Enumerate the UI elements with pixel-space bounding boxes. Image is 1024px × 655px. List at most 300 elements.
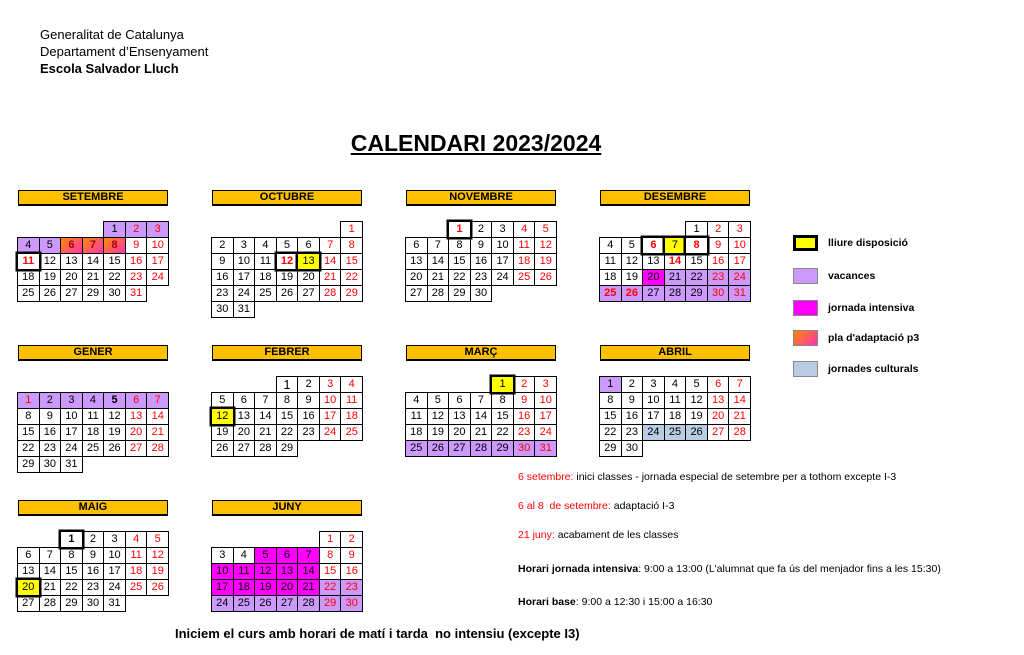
day-cell: 10	[234, 254, 255, 269]
org-header	[40, 26, 208, 77]
day-cell: 13	[234, 409, 255, 424]
day-cell: 27	[406, 286, 427, 301]
day-cell: 8	[277, 393, 298, 408]
day-cell: 11	[600, 254, 621, 269]
day-cell: 29	[341, 286, 362, 301]
day-cell: 28	[298, 596, 319, 611]
day-cell: 18	[600, 270, 621, 285]
day-cell: 10	[492, 238, 513, 253]
day-cell: 31	[234, 302, 255, 317]
day-cell: 3	[492, 222, 513, 237]
day-cell: 19	[104, 425, 125, 440]
month-header: NOVEMBRE	[406, 190, 556, 206]
day-cell: 24	[729, 270, 750, 285]
legend-swatch	[793, 330, 818, 346]
day-cell: 21	[729, 409, 750, 424]
day-cell: 16	[298, 409, 319, 424]
day-cell: 9	[83, 548, 104, 563]
day-cell: 26	[212, 441, 233, 456]
day-cell: 6	[406, 238, 427, 253]
day-cell: 8	[104, 238, 125, 253]
month-grid	[212, 377, 362, 456]
day-cell: 20	[449, 425, 470, 440]
month-grid	[212, 222, 362, 317]
day-cell: 4	[665, 377, 686, 392]
org-name: Generalitat de Catalunya	[40, 27, 184, 42]
day-cell: 12	[428, 409, 449, 424]
day-cell: 9	[40, 409, 61, 424]
day-cell: 28	[255, 441, 276, 456]
day-cell: 9	[298, 393, 319, 408]
note-lead: 6 setembre:	[518, 471, 574, 483]
legend-item-jornada-intensiva	[793, 300, 993, 316]
day-cell: 13	[406, 254, 427, 269]
day-cell: 2	[40, 393, 61, 408]
day-cell: 25	[126, 580, 147, 595]
day-cell: 5	[40, 238, 61, 253]
day-cell: 23	[298, 425, 319, 440]
day-cell: 24	[212, 596, 233, 611]
day-cell: 11	[665, 393, 686, 408]
footer-note: Iniciem el curs amb horari de matí i tarda no intensiu (excepte I3)	[175, 626, 580, 641]
day-cell: 20	[406, 270, 427, 285]
day-cell: 16	[622, 409, 643, 424]
day-cell: 14	[471, 409, 492, 424]
day-cell: 2	[708, 222, 729, 237]
day-cell: 23	[40, 441, 61, 456]
day-cell: 20	[126, 425, 147, 440]
day-cell: 11	[514, 238, 535, 253]
day-cell: 14	[428, 254, 449, 269]
day-cell: 28	[320, 286, 341, 301]
day-cell: 7	[40, 548, 61, 563]
day-cell: 18	[126, 564, 147, 579]
day-cell: 16	[341, 564, 362, 579]
note-horari-base	[518, 596, 712, 609]
day-cell: 13	[126, 409, 147, 424]
day-cell: 22	[449, 270, 470, 285]
day-cell: 5	[277, 238, 298, 253]
day-cell: 6	[61, 238, 82, 253]
day-cell: 10	[61, 409, 82, 424]
day-cell: 22	[686, 270, 707, 285]
month-setembre	[18, 190, 168, 301]
day-cell: 3	[643, 377, 664, 392]
day-cell: 9	[708, 238, 729, 253]
day-cell: 14	[729, 393, 750, 408]
day-cell: 22	[277, 425, 298, 440]
day-cell: 23	[126, 270, 147, 285]
day-cell: 6	[643, 238, 664, 253]
day-cell: 23	[622, 425, 643, 440]
note-adaptacio	[518, 500, 674, 513]
day-cell: 21	[147, 425, 168, 440]
legend-swatch	[793, 268, 818, 284]
legend-label: lliure disposició	[828, 237, 908, 249]
day-cell: 26	[428, 441, 449, 456]
day-cell: 14	[83, 254, 104, 269]
note-acabament	[518, 529, 679, 542]
month-abril	[600, 345, 750, 456]
day-cell: 15	[61, 564, 82, 579]
legend-item-jornades-culturals	[793, 361, 993, 377]
day-cell: 21	[665, 270, 686, 285]
day-cell: 27	[61, 286, 82, 301]
day-cell: 29	[320, 596, 341, 611]
day-cell: 12	[40, 254, 61, 269]
month-header: ABRIL	[600, 345, 750, 361]
day-cell: 16	[40, 425, 61, 440]
day-cell: 6	[277, 548, 298, 563]
legend-swatch	[793, 361, 818, 377]
day-cell: 26	[104, 441, 125, 456]
day-cell: 27	[18, 596, 39, 611]
day-cell: 12	[686, 393, 707, 408]
day-cell: 8	[341, 238, 362, 253]
day-cell: 26	[535, 270, 556, 285]
page-title: CALENDARI 2023/2024	[350, 130, 602, 156]
day-cell: 20	[708, 409, 729, 424]
day-cell: 7	[320, 238, 341, 253]
day-cell: 1	[18, 393, 39, 408]
day-cell: 11	[406, 409, 427, 424]
day-cell: 17	[104, 564, 125, 579]
day-cell: 23	[471, 270, 492, 285]
month-grid	[406, 377, 556, 456]
day-cell: 9	[622, 393, 643, 408]
day-cell: 15	[277, 409, 298, 424]
day-cell: 6	[18, 548, 39, 563]
day-cell: 14	[147, 409, 168, 424]
day-cell: 19	[428, 425, 449, 440]
day-cell: 30	[514, 441, 535, 456]
day-cell: 18	[341, 409, 362, 424]
day-cell: 8	[61, 548, 82, 563]
day-cell: 19	[147, 564, 168, 579]
day-cell: 3	[320, 377, 341, 392]
month-header: JUNY	[212, 500, 362, 516]
day-cell: 1	[61, 532, 82, 547]
day-cell: 7	[83, 238, 104, 253]
month-grid	[18, 393, 168, 472]
day-cell: 14	[320, 254, 341, 269]
day-cell: 23	[708, 270, 729, 285]
day-cell: 13	[643, 254, 664, 269]
day-cell: 10	[212, 564, 233, 579]
day-cell: 18	[83, 425, 104, 440]
legend-swatch	[793, 235, 818, 251]
day-cell: 7	[255, 393, 276, 408]
day-cell: 6	[708, 377, 729, 392]
month-header: DESEMBRE	[600, 190, 750, 206]
day-cell: 24	[492, 270, 513, 285]
day-cell: 22	[320, 580, 341, 595]
month-grid	[600, 377, 750, 456]
legend-swatch	[793, 300, 818, 316]
day-cell: 17	[61, 425, 82, 440]
legend-label: pla d'adaptació p3	[828, 332, 920, 344]
day-cell: 8	[18, 409, 39, 424]
day-cell: 12	[535, 238, 556, 253]
day-cell: 25	[234, 596, 255, 611]
day-cell: 8	[600, 393, 621, 408]
month-maig	[18, 500, 168, 611]
month-grid	[600, 222, 750, 301]
day-cell: 7	[147, 393, 168, 408]
day-cell: 2	[622, 377, 643, 392]
day-cell: 28	[428, 286, 449, 301]
day-cell: 31	[104, 596, 125, 611]
day-cell: 18	[406, 425, 427, 440]
day-cell: 20	[277, 580, 298, 595]
day-cell: 31	[126, 286, 147, 301]
day-cell: 21	[298, 580, 319, 595]
day-cell: 25	[406, 441, 427, 456]
day-cell: 19	[622, 270, 643, 285]
day-cell: 11	[126, 548, 147, 563]
day-cell: 15	[600, 409, 621, 424]
day-cell: 25	[341, 425, 362, 440]
month-header: FEBRER	[212, 345, 362, 361]
note-lead: Horari jornada intensiva	[518, 563, 639, 575]
day-cell: 12	[622, 254, 643, 269]
day-cell: 13	[277, 564, 298, 579]
day-cell: 17	[320, 409, 341, 424]
day-cell: 3	[212, 548, 233, 563]
day-cell: 17	[492, 254, 513, 269]
day-cell: 30	[40, 457, 61, 472]
day-cell: 31	[61, 457, 82, 472]
day-cell: 5	[535, 222, 556, 237]
day-cell: 31	[535, 441, 556, 456]
day-cell: 24	[147, 270, 168, 285]
day-cell: 6	[234, 393, 255, 408]
day-cell: 4	[234, 548, 255, 563]
day-cell: 30	[104, 286, 125, 301]
day-cell: 18	[665, 409, 686, 424]
day-cell: 24	[61, 441, 82, 456]
day-cell: 16	[471, 254, 492, 269]
day-cell: 12	[147, 548, 168, 563]
day-cell: 26	[622, 286, 643, 301]
day-cell: 14	[665, 254, 686, 269]
legend-label: jornada intensiva	[828, 302, 915, 314]
day-cell: 30	[83, 596, 104, 611]
day-cell: 19	[212, 425, 233, 440]
day-cell: 16	[126, 254, 147, 269]
day-cell: 18	[18, 270, 39, 285]
month-grid	[212, 532, 362, 611]
day-cell: 6	[298, 238, 319, 253]
day-cell: 1	[341, 222, 362, 237]
day-cell: 1	[600, 377, 621, 392]
day-cell: 21	[40, 580, 61, 595]
day-cell: 12	[212, 409, 233, 424]
month-febrer	[212, 345, 362, 456]
day-cell: 2	[341, 532, 362, 547]
note-lead: 21 juny:	[518, 529, 555, 541]
day-cell: 24	[234, 286, 255, 301]
day-cell: 4	[406, 393, 427, 408]
note-text: adaptació I-3	[610, 500, 675, 512]
day-cell: 27	[298, 286, 319, 301]
day-cell: 29	[277, 441, 298, 456]
day-cell: 11	[255, 254, 276, 269]
day-cell: 22	[18, 441, 39, 456]
month-juny	[212, 500, 362, 611]
day-cell: 10	[320, 393, 341, 408]
day-cell: 15	[104, 254, 125, 269]
day-cell: 26	[40, 286, 61, 301]
day-cell: 15	[492, 409, 513, 424]
day-cell: 7	[428, 238, 449, 253]
day-cell: 6	[126, 393, 147, 408]
day-cell: 9	[126, 238, 147, 253]
day-cell: 7	[298, 548, 319, 563]
day-cell: 13	[298, 254, 319, 269]
day-cell: 27	[126, 441, 147, 456]
day-cell: 16	[212, 270, 233, 285]
day-cell: 29	[18, 457, 39, 472]
day-cell: 30	[708, 286, 729, 301]
day-cell: 22	[600, 425, 621, 440]
legend-label: jornades culturals	[828, 363, 919, 375]
day-cell: 23	[341, 580, 362, 595]
day-cell: 14	[40, 564, 61, 579]
day-cell: 8	[449, 238, 470, 253]
day-cell: 4	[83, 393, 104, 408]
day-cell: 4	[514, 222, 535, 237]
day-cell: 25	[514, 270, 535, 285]
day-cell: 29	[449, 286, 470, 301]
day-cell: 27	[708, 425, 729, 440]
note-text: acabament de les classes	[554, 529, 679, 541]
day-cell: 7	[665, 238, 686, 253]
day-cell: 17	[212, 580, 233, 595]
day-cell: 24	[535, 425, 556, 440]
day-cell: 17	[643, 409, 664, 424]
day-cell: 13	[449, 409, 470, 424]
day-cell: 15	[18, 425, 39, 440]
day-cell: 9	[514, 393, 535, 408]
day-cell: 19	[686, 409, 707, 424]
day-cell: 1	[449, 222, 470, 237]
day-cell: 27	[449, 441, 470, 456]
day-cell: 20	[234, 425, 255, 440]
day-cell: 19	[255, 580, 276, 595]
day-cell: 22	[341, 270, 362, 285]
day-cell: 3	[61, 393, 82, 408]
day-cell: 16	[708, 254, 729, 269]
day-cell: 18	[255, 270, 276, 285]
day-cell: 30	[471, 286, 492, 301]
day-cell: 23	[83, 580, 104, 595]
day-cell: 11	[234, 564, 255, 579]
note-text: : 9:00 a 12:30 i 15:00 a 16:30	[575, 596, 713, 608]
day-cell: 4	[18, 238, 39, 253]
day-cell: 12	[104, 409, 125, 424]
day-cell: 24	[320, 425, 341, 440]
day-cell: 19	[40, 270, 61, 285]
day-cell: 12	[255, 564, 276, 579]
day-cell: 5	[686, 377, 707, 392]
day-cell: 17	[535, 409, 556, 424]
day-cell: 5	[255, 548, 276, 563]
day-cell: 28	[665, 286, 686, 301]
day-cell: 3	[147, 222, 168, 237]
day-cell: 17	[729, 254, 750, 269]
day-cell: 26	[147, 580, 168, 595]
month-header: SETEMBRE	[18, 190, 168, 206]
month-grid	[18, 222, 168, 301]
legend-item-lliure-disposicio	[793, 235, 993, 251]
day-cell: 23	[514, 425, 535, 440]
day-cell: 26	[255, 596, 276, 611]
day-cell: 14	[255, 409, 276, 424]
day-cell: 3	[234, 238, 255, 253]
month-grid	[18, 532, 168, 611]
day-cell: 21	[255, 425, 276, 440]
day-cell: 18	[514, 254, 535, 269]
legend-item-vacances	[793, 268, 993, 284]
day-cell: 31	[729, 286, 750, 301]
day-cell: 12	[277, 254, 298, 269]
day-cell: 27	[277, 596, 298, 611]
day-cell: 16	[83, 564, 104, 579]
day-cell: 17	[234, 270, 255, 285]
day-cell: 10	[729, 238, 750, 253]
day-cell: 11	[341, 393, 362, 408]
day-cell: 10	[643, 393, 664, 408]
day-cell: 7	[729, 377, 750, 392]
day-cell: 13	[61, 254, 82, 269]
day-cell: 27	[643, 286, 664, 301]
day-cell: 5	[428, 393, 449, 408]
day-cell: 2	[471, 222, 492, 237]
day-cell: 1	[277, 377, 298, 392]
day-cell: 9	[341, 548, 362, 563]
month-header: GENER	[18, 345, 168, 361]
day-cell: 23	[212, 286, 233, 301]
day-cell: 3	[535, 377, 556, 392]
day-cell: 15	[449, 254, 470, 269]
day-cell: 28	[40, 596, 61, 611]
day-cell: 26	[686, 425, 707, 440]
day-cell: 20	[298, 270, 319, 285]
day-cell: 10	[147, 238, 168, 253]
day-cell: 24	[643, 425, 664, 440]
day-cell: 20	[18, 580, 39, 595]
day-cell: 29	[600, 441, 621, 456]
day-cell: 30	[622, 441, 643, 456]
day-cell: 29	[492, 441, 513, 456]
school-name: Escola Salvador Lluch	[40, 61, 179, 76]
month-grid	[406, 222, 556, 301]
day-cell: 20	[61, 270, 82, 285]
day-cell: 10	[535, 393, 556, 408]
day-cell: 30	[341, 596, 362, 611]
day-cell: 6	[449, 393, 470, 408]
month-header: MAIG	[18, 500, 168, 516]
day-cell: 21	[471, 425, 492, 440]
day-cell: 30	[212, 302, 233, 317]
day-cell: 18	[234, 580, 255, 595]
day-cell: 4	[341, 377, 362, 392]
day-cell: 2	[126, 222, 147, 237]
day-cell: 29	[61, 596, 82, 611]
note-text: : 9:00 a 13:00 (L'alumnat que fa ús del menjador fins a les 15:30)	[638, 563, 941, 575]
day-cell: 22	[492, 425, 513, 440]
